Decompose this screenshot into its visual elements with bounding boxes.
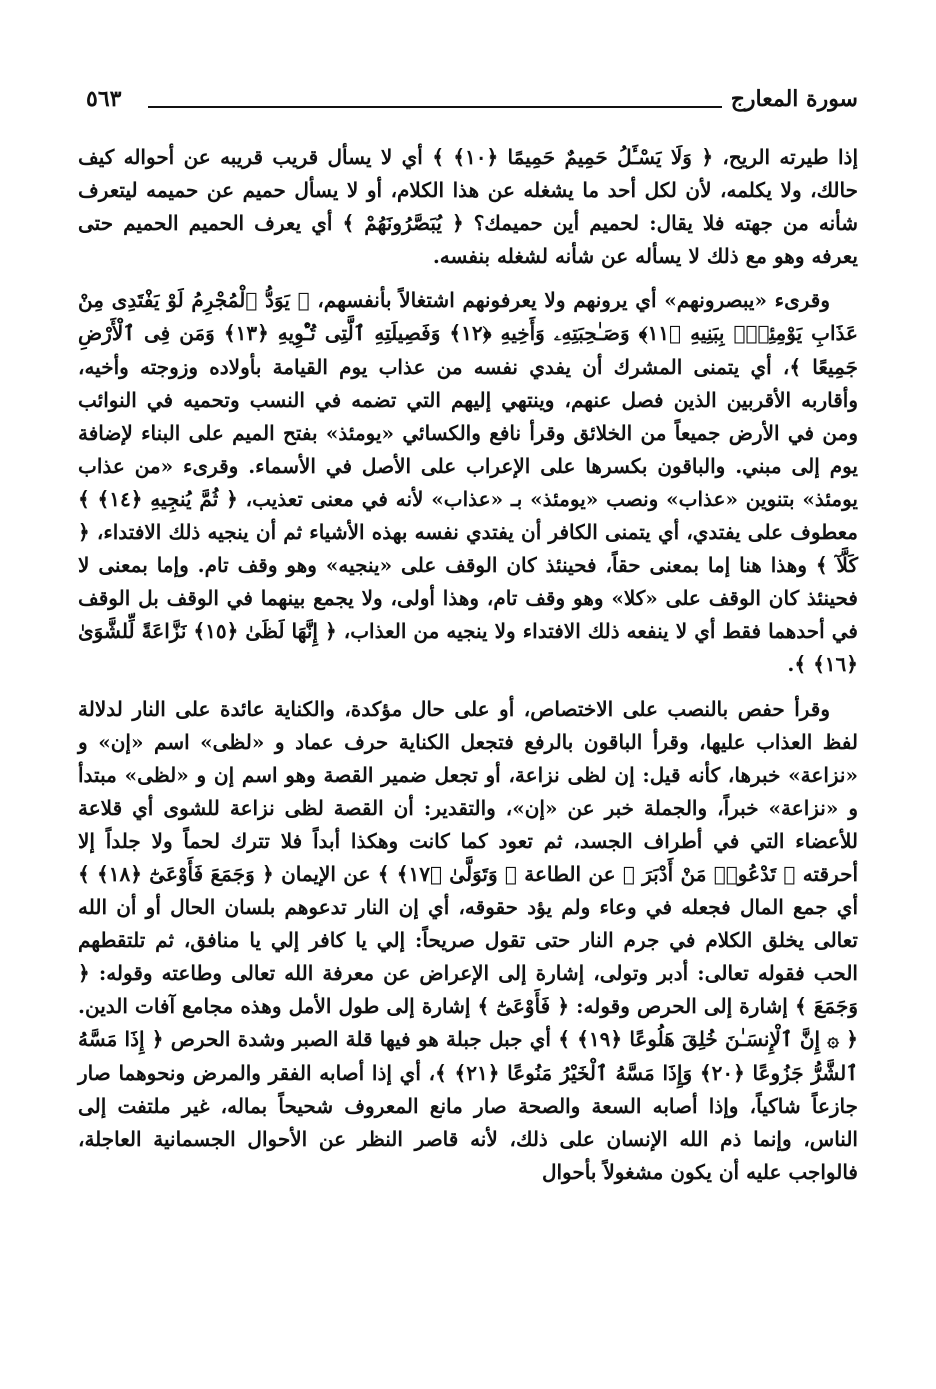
surah-title: سورة المعارج	[730, 86, 858, 112]
body-text	[78, 141, 858, 1189]
page-number: ٥٦٣	[86, 86, 122, 112]
paragraph: وقرىء «يبصرونهم» أي يرونهم ولا يعرفونهم اشتغالاً بأنفسهم، ﴿ يَوَدُّ ٱلْمُجْرِمُ لَوْ يَفْتَدِى مِنْ عَذَابِ يَوْمِئِذٍۭ بِبَنِيهِ ﴿١١﴾ وَصَـٰحِبَتِهِۦ وَأَخِيهِ ﴿١٢﴾ وَفَصِيلَتِهِ ٱلَّتِى تُـْٔوِيهِ ﴿١٣﴾ وَمَن فِى ٱلْأَرْضِ جَمِيعًا ﴾، أي يتمنى المشرك أن يفدي نفسه من عذاب يوم القيامة بأولاده وزوجته وأخيه، وأقاربه الأقربين الذين فصل عنهم، وينتهي إليهم التي تضمه في النسب وتحميه في النوائب ومن في الأرض جميعاً من الخلائق وقرأ نافع والكسائي «يومئذ» بفتح الميم على البناء لإضافة يوم إلى مبني. والباقون بكسرها على الإعراب على الأصل في الأسماء. وقرىء «من عذاب يومئذ» بتنوين «عذاب» ونصب «يومئذ» بـ «عذاب» لأنه في معنى تعذيب، ﴿ ثُمَّ يُنجِيهِ ﴿١٤﴾ ﴾ معطوف على يفتدي، أي يتمنى الكافر أن يفتدي نفسه بهذه الأشياء ثم أن ينجيه ذلك الافتداء، ﴿ كَلَّآ ﴾ وهذا هنا إما بمعنى حقاً، فحينئذ كان الوقف على «ينجيه» وهو وقف تام. وإما بمعنى لا فحينئذ كان الوقف على «كلا» وهو وقف تام، وهذا أولى، ولا يجمع بينهما في الوقف بل الوقف في أحدهما فقط أي لا ينفعه ذلك الافتداء ولا ينجيه من العذاب، ﴿ إِنَّهَا لَظَىٰ ﴿١٥﴾ نَزَّاعَةً لِّلشَّوَىٰ ﴿١٦﴾ ﴾.	[78, 288, 858, 677]
header-rule	[148, 106, 722, 108]
page-header	[86, 84, 858, 120]
paragraph: إذا طيرته الريح، ﴿ وَلَا يَسْـَٔلُ حَمِيمٌ حَمِيمًا ﴿١٠﴾ ﴾ أي لا يسأل قريب قريبه عن أحواله كيف حالك، ولا يكلمه، لأن لكل أحد ما يشغله عن هذا الكلام، أو لا يسأل حميم عن حميمه ليتعرف شأنه من جهته فلا يقال: لحميم أين حميمك؟ ﴿ يُبَصَّرُونَهُمْ ﴾ أي يعرف الحميم الحميم حتى يعرفه وهو مع ذلك لا يسأله عن شأنه لشغله بنفسه.	[78, 145, 858, 269]
paragraph: وقرأ حفص بالنصب على الاختصاص، أو على حال مؤكدة، والكناية عائدة على النار لدلالة لفظ العذاب عليها، وقرأ الباقون بالرفع فتجعل الكناية حرف عماد و «لظى» اسم «إن» و «نزاعة» خبرها، كأنه قيل: إن لظى نزاعة، أو تجعل ضمير القصة وهو اسم إن و «لظى» مبتدأ و «نزاعة» خبراً، والجملة خبر عن «إن»، والتقدير: أن القصة لظى نزاعة للشوى أي قلاعة للأعضاء التي في أطراف الجسد، ثم تعود كما كانت وهكذا أبداً فلا تترك لحماً ولا جلداً إلا أحرقته ﴿ تَدْعُوا۟ مَنْ أَدْبَرَ ﴾ عن الطاعة ﴿ وَتَوَلَّىٰ ﴿١٧﴾ ﴾ عن الإيمان ﴿ وَجَمَعَ فَأَوْعَىٰٓ ﴿١٨﴾ ﴾ أي جمع المال فجعله في وعاء ولم يؤد حقوقه، أي إن النار تدعوهم بلسان الحال أو أن الله تعالى يخلق الكلام في جرم النار حتى تقول صريحاً: إلي يا كافر إلي يا منافق، ثم تلتقطهم الحب فقوله تعالى: أدبر وتولى، إشارة إلى الإعراض عن معرفة الله تعالى وطاعته وقوله: ﴿ وَجَمَعَ ﴾ إشارة إلى الحرص وقوله: ﴿ فَأَوْعَىٰٓ ﴾ إشارة إلى طول الأمل وهذه مجامع آفات الدين. ﴿ ۞ إِنَّ ٱلْإِنسَـٰنَ خُلِقَ هَلُوعًا ﴿١٩﴾ ﴾ أي جبل جبلة هو فيها قلة الصبر وشدة الحرص ﴿ إِذَا مَسَّهُ ٱلشَّرُّ جَزُوعًا ﴿٢٠﴾ وَإِذَا مَسَّهُ ٱلْخَيْرُ مَنُوعًا ﴿٢١﴾ ﴾، أي إذا أصابه الفقر والمرض ونحوهما صار جازعاً شاكياً، وإذا أصابه السعة والصحة صار مانع المعروف شحيحاً بماله، غير ملتفت إلى الناس، وإنما ذم الله الإنسان على ذلك، لأنه قاصر النظر عن الأحوال الجسمانية العاجلة، فالواجب عليه أن يكون مشغولاً بأحوال	[78, 696, 859, 1184]
